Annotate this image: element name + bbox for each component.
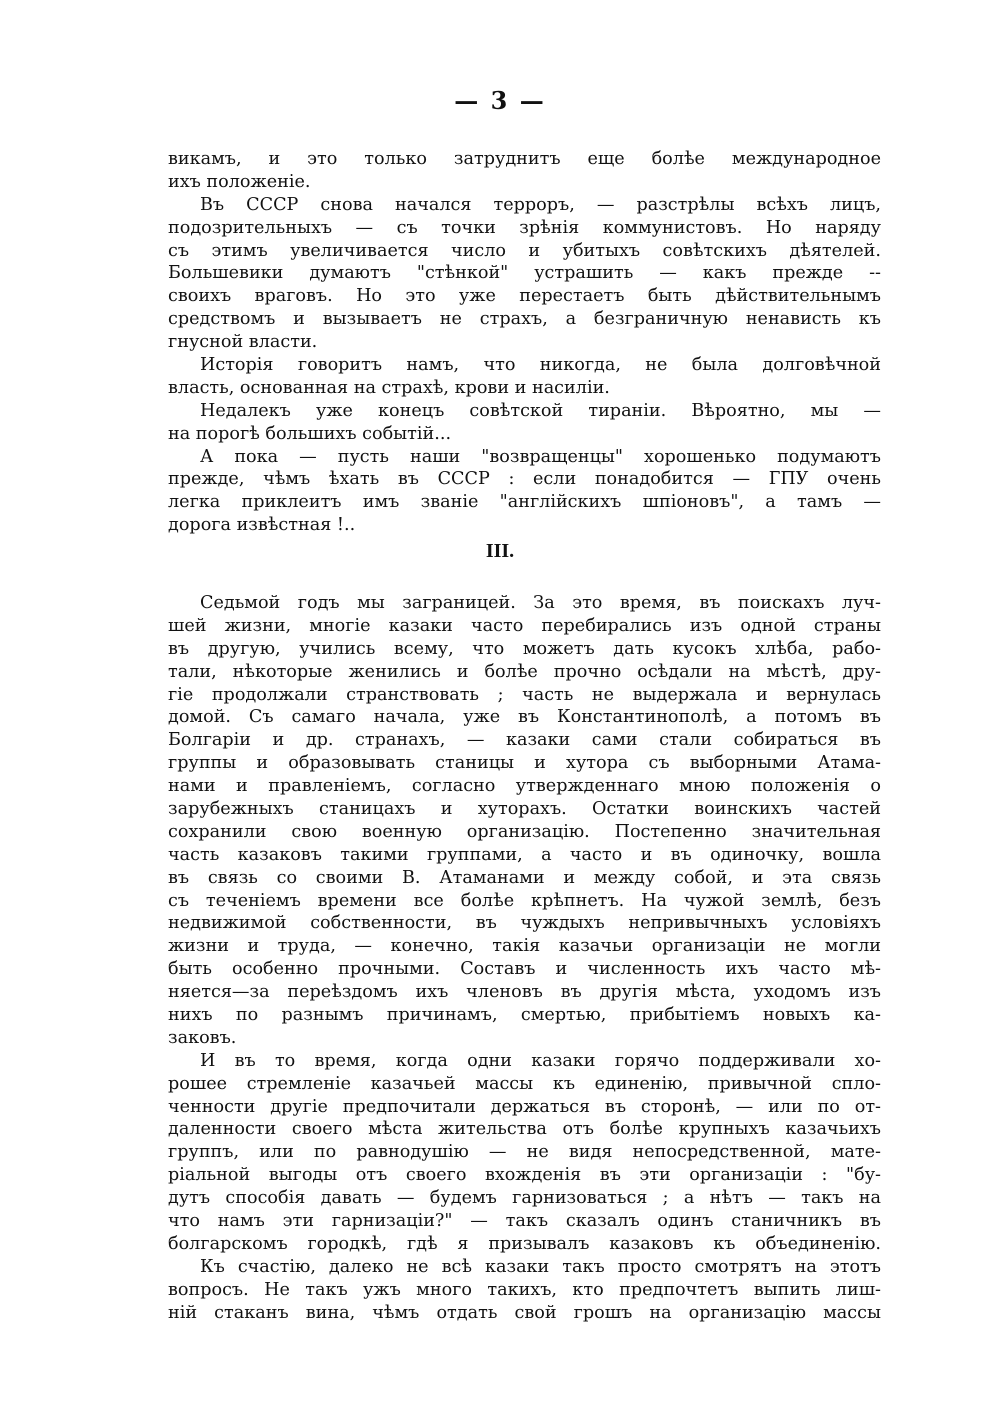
text-line: шей жизни, многіе казаки часто перебирались изъ одной страны <box>168 615 881 636</box>
text-line: жизни и труда, — конечно, такія казачьи организаціи не могли <box>168 936 881 957</box>
text-line: Исторія говоритъ намъ, что никогда, не была долговѣчной <box>200 355 881 376</box>
text-line: своихъ враговъ. Но это уже перестаетъ быть дѣйствительнымъ <box>168 286 881 307</box>
text-line: въ связь со своими В. Атаманами и между собой, и эта связь <box>168 867 881 888</box>
text-line: съ теченіемъ времени все болѣе крѣпнетъ. На чужой землѣ, безъ <box>168 890 881 911</box>
text-line: вопросъ. Не такъ ужъ много такихъ, кто предпочтетъ выпить лиш- <box>168 1279 881 1300</box>
text-line: что намъ эти гарнизаціи?" — такъ сказалъ одинъ станичникъ въ <box>168 1211 881 1232</box>
section-heading: III. <box>485 540 515 562</box>
text-line: группъ, или по равнодушію — не видя непосредственной, мате- <box>168 1142 881 1163</box>
text-line: Болгаріи и др. странахъ, — казаки сами стали собираться въ <box>168 730 881 751</box>
text-line: прежде, чѣмъ ѣхать въ СССР : если понадобится — ГПУ очень <box>168 469 881 490</box>
text-line: викамъ, и это только затруднитъ еще болѣе международное <box>168 149 881 169</box>
text-line: часть казаковъ такими группами, а часто и въ одиночку, вошла <box>168 844 881 865</box>
text-line: Въ СССР снова начался терроръ, — разстрѣлы всѣхъ лицъ, <box>200 194 881 215</box>
text-line: сохранили свою военную организацію. Постепенно значительная <box>168 821 881 842</box>
text-line: Недалекъ уже конецъ совѣтской тираніи. Вѣроятно, мы — <box>200 400 881 421</box>
text-line: подозрительныхъ — съ точки зрѣнія коммунистовъ. Но наряду <box>168 217 881 238</box>
text-line: нихъ по разнымъ причинамъ, смертью, прибытіемъ новыхъ ка- <box>168 1005 881 1026</box>
text-line: Большевики думаютъ "стѣнкой" устрашить — какъ прежде -- <box>168 263 881 284</box>
text-line: тали, нѣкоторые женились и болѣе прочно осѣдали на мѣстѣ, дру- <box>168 661 881 682</box>
text-line: быть особенно прочными. Составъ и численность ихъ часто мѣ- <box>168 959 881 980</box>
text-line: въ другую, учились всему, что можетъ дать кусокъ хлѣба, рабо- <box>168 638 881 659</box>
text-line: ріальной выгоды отъ своего вхожденія въ эти организаціи : "бу- <box>168 1165 881 1186</box>
text-line: зарубежныхъ станицахъ и хуторахъ. Остатки воинскихъ частей <box>168 799 881 820</box>
text-line: ній стаканъ вина, чѣмъ отдать свой грошъ на организацію массы <box>168 1302 881 1323</box>
text-line: власть, основанная на страхѣ, крови и насиліи. <box>168 377 610 398</box>
text-line: ченности другіе предпочитали держаться въ сторонѣ, — или по от- <box>168 1096 881 1117</box>
text-line: И въ то время, когда одни казаки горячо поддерживали хо- <box>200 1050 881 1071</box>
text-line: ихъ положеніе. <box>168 171 311 192</box>
text-line: Седьмой годъ мы заграницей. За это время, въ поискахъ луч- <box>200 593 881 613</box>
text-line: гіе продолжали странствовать ; часть не выдержала и вернулась <box>168 684 881 705</box>
text-line: домой. Съ самаго начала, уже въ Константинополѣ, а потомъ въ <box>168 707 881 728</box>
paragraphs-block-2 <box>168 592 881 1325</box>
text-line: рошее стремленіе казачьей массы къ единенію, привычной спло- <box>168 1073 881 1094</box>
text-line: средствомъ и вызываетъ не страхъ, а безграничную ненависть къ <box>168 309 881 330</box>
text-line: А пока — пусть наши "возвращенцы" хорошенько подумаютъ <box>200 446 881 467</box>
text-line: заковъ. <box>168 1027 237 1048</box>
text-line: гнусной власти. <box>168 332 318 353</box>
text-line: на порогѣ большихъ событій... <box>168 423 452 444</box>
text-line: дорога извѣстная !.. <box>168 515 356 536</box>
paragraphs-block-1 <box>168 148 881 537</box>
text-line: болгарскомъ городкѣ, гдѣ я призывалъ казаковъ къ объединенію. <box>168 1233 881 1254</box>
text-line: Къ счастію, далеко не всѣ казаки такъ просто смотрятъ на этотъ <box>200 1256 881 1277</box>
page-number: — 3 — <box>454 86 546 115</box>
text-line: дутъ способія давать — будемъ гарнизоваться ; а нѣтъ — такъ на <box>168 1188 881 1209</box>
text-line: няется—за переѣздомъ ихъ членовъ въ другія мѣста, уходомъ изъ <box>168 982 881 1003</box>
text-line: даленности своего мѣста жительства отъ болѣе крупныхъ казачьихъ <box>168 1119 881 1140</box>
text-line: легка приклеитъ имъ званіе "англійскихъ шпіоновъ", а тамъ — <box>168 492 881 513</box>
text-line: съ этимъ увеличивается число и убитыхъ совѣтскихъ дѣятелей. <box>168 240 881 261</box>
text-line: недвижимой собственности, въ чуждыхъ непривычныхъ условіяхъ <box>168 913 881 934</box>
text-line: нами и правленіемъ, согласно утвержденнаго мною положенія о <box>168 776 881 797</box>
text-line: группы и образовывать станицы и хутора съ выборными Атама- <box>168 753 881 774</box>
